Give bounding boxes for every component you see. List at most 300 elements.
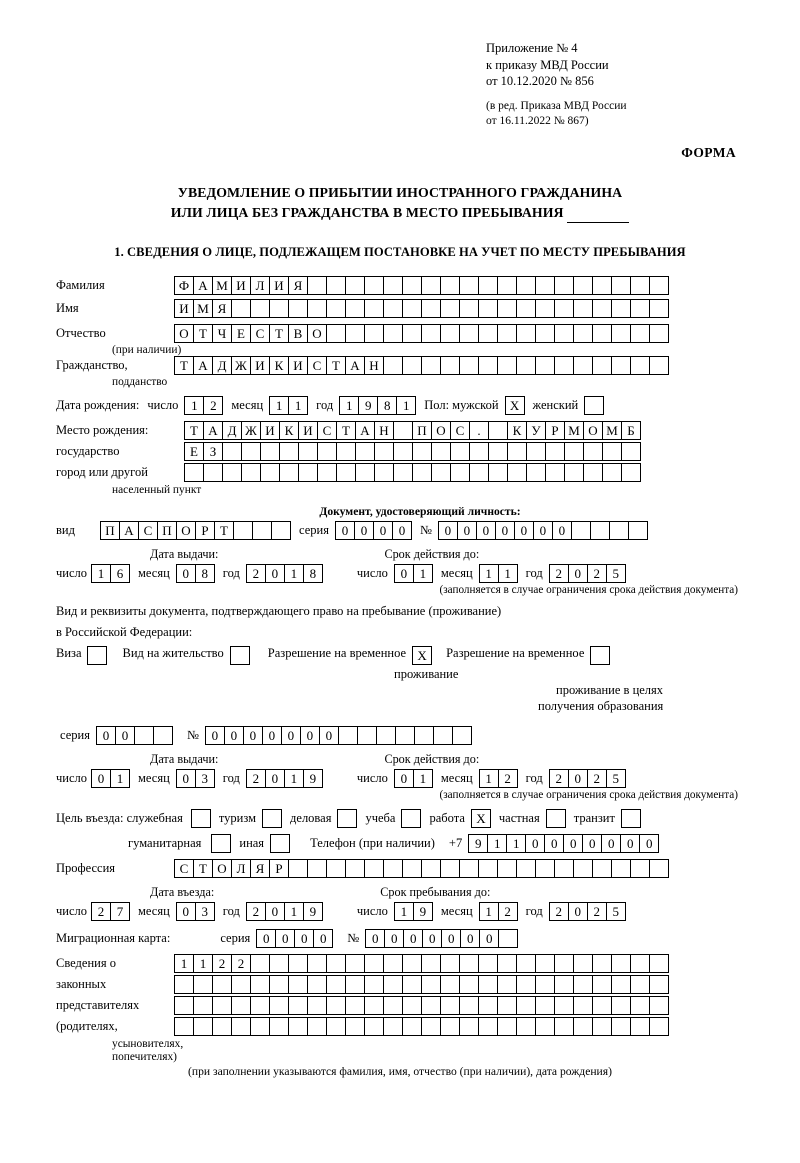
form-cell[interactable] xyxy=(364,276,384,295)
form-cell[interactable] xyxy=(459,975,479,994)
form-cell[interactable] xyxy=(269,996,289,1015)
form-cell[interactable]: К xyxy=(279,421,299,440)
form-cell[interactable] xyxy=(564,463,584,482)
form-cell[interactable] xyxy=(630,299,650,318)
form-cell[interactable] xyxy=(307,276,327,295)
form-cell[interactable] xyxy=(573,1017,593,1036)
form-cell[interactable] xyxy=(402,859,422,878)
form-cell[interactable] xyxy=(421,299,441,318)
form-cell[interactable] xyxy=(402,1017,422,1036)
form-cell[interactable]: О xyxy=(431,421,451,440)
form-cell[interactable] xyxy=(611,859,631,878)
form-cell[interactable] xyxy=(611,299,631,318)
form-cell[interactable] xyxy=(212,1017,232,1036)
form-cell[interactable]: 1 xyxy=(110,769,130,788)
form-cell[interactable] xyxy=(374,442,394,461)
form-cell[interactable] xyxy=(611,276,631,295)
form-cell[interactable] xyxy=(459,356,479,375)
form-cell[interactable] xyxy=(507,442,527,461)
form-cell[interactable] xyxy=(535,299,555,318)
form-cell[interactable] xyxy=(516,356,536,375)
form-cell[interactable]: И xyxy=(231,276,251,295)
form-cell[interactable]: О xyxy=(307,324,327,343)
form-cell[interactable] xyxy=(535,1017,555,1036)
form-cell[interactable]: 0 xyxy=(294,929,314,948)
form-cell[interactable] xyxy=(270,834,290,853)
form-cell[interactable]: К xyxy=(507,421,527,440)
form-cell[interactable]: 1 xyxy=(193,954,213,973)
form-cell[interactable]: Л xyxy=(231,859,251,878)
form-cell[interactable]: П xyxy=(412,421,432,440)
form-cell[interactable] xyxy=(421,996,441,1015)
form-cell[interactable]: 9 xyxy=(303,902,323,921)
form-cell[interactable] xyxy=(507,463,527,482)
idoc-valid-year-input[interactable] xyxy=(549,564,626,583)
form-cell[interactable] xyxy=(497,356,517,375)
form-cell[interactable]: С xyxy=(250,324,270,343)
form-cell[interactable]: Т xyxy=(214,521,234,540)
form-cell[interactable] xyxy=(516,954,536,973)
form-cell[interactable]: И xyxy=(269,276,289,295)
form-cell[interactable] xyxy=(326,996,346,1015)
form-cell[interactable] xyxy=(317,463,337,482)
form-cell[interactable]: 2 xyxy=(498,769,518,788)
form-cell[interactable] xyxy=(630,996,650,1015)
purpose-private-checkbox[interactable] xyxy=(546,809,566,828)
form-cell[interactable]: А xyxy=(355,421,375,440)
form-cell[interactable] xyxy=(364,324,384,343)
form-cell[interactable]: Б xyxy=(621,421,641,440)
form-cell[interactable] xyxy=(355,442,375,461)
form-cell[interactable] xyxy=(212,996,232,1015)
birthplace-row-3-input[interactable] xyxy=(184,463,641,482)
form-cell[interactable] xyxy=(649,356,669,375)
form-cell[interactable]: В xyxy=(288,324,308,343)
form-cell[interactable] xyxy=(307,859,327,878)
mc-series-input[interactable] xyxy=(256,929,333,948)
form-cell[interactable] xyxy=(414,726,434,745)
form-cell[interactable]: 0 xyxy=(620,834,640,853)
form-cell[interactable] xyxy=(421,276,441,295)
entry-year-input[interactable] xyxy=(246,902,323,921)
form-cell[interactable] xyxy=(269,954,289,973)
form-cell[interactable] xyxy=(535,276,555,295)
form-cell[interactable] xyxy=(364,1017,384,1036)
form-cell[interactable]: И xyxy=(298,421,318,440)
sex-female-checkbox[interactable] xyxy=(584,396,604,415)
form-cell[interactable]: Т xyxy=(336,421,356,440)
purpose-study-checkbox[interactable] xyxy=(401,809,421,828)
form-cell[interactable] xyxy=(554,356,574,375)
form-cell[interactable]: Ч xyxy=(212,324,232,343)
form-cell[interactable] xyxy=(497,299,517,318)
form-cell[interactable]: Р xyxy=(195,521,215,540)
form-cell[interactable]: 1 xyxy=(284,769,304,788)
form-cell[interactable] xyxy=(269,975,289,994)
idoc-issue-month-input[interactable] xyxy=(176,564,215,583)
form-cell[interactable] xyxy=(383,324,403,343)
form-cell[interactable] xyxy=(421,356,441,375)
mc-number-input[interactable] xyxy=(365,929,518,948)
form-cell[interactable] xyxy=(402,356,422,375)
form-cell[interactable] xyxy=(516,324,536,343)
idoc-issue-day-input[interactable] xyxy=(91,564,130,583)
form-cell[interactable]: 0 xyxy=(205,726,225,745)
form-cell[interactable] xyxy=(317,442,337,461)
form-cell[interactable]: 0 xyxy=(176,564,196,583)
form-cell[interactable]: А xyxy=(193,356,213,375)
form-cell[interactable] xyxy=(222,463,242,482)
form-cell[interactable]: 1 xyxy=(91,564,111,583)
form-cell[interactable] xyxy=(573,324,593,343)
form-cell[interactable]: 9 xyxy=(413,902,433,921)
form-cell[interactable]: 2 xyxy=(587,564,607,583)
form-cell[interactable]: О xyxy=(583,421,603,440)
form-cell[interactable] xyxy=(450,463,470,482)
form-cell[interactable]: 0 xyxy=(176,902,196,921)
form-cell[interactable]: 2 xyxy=(549,769,569,788)
form-cell[interactable]: 0 xyxy=(243,726,263,745)
form-cell[interactable]: И xyxy=(260,421,280,440)
form-cell[interactable] xyxy=(355,463,375,482)
form-cell[interactable] xyxy=(497,276,517,295)
purpose-tourism-checkbox[interactable] xyxy=(262,809,282,828)
form-cell[interactable] xyxy=(421,975,441,994)
form-cell[interactable]: 0 xyxy=(601,834,621,853)
form-cell[interactable]: У xyxy=(526,421,546,440)
form-cell[interactable] xyxy=(307,975,327,994)
form-cell[interactable] xyxy=(478,996,498,1015)
form-cell[interactable]: 0 xyxy=(224,726,244,745)
form-cell[interactable] xyxy=(193,1017,213,1036)
form-cell[interactable]: 1 xyxy=(284,564,304,583)
form-cell[interactable] xyxy=(554,859,574,878)
form-cell[interactable] xyxy=(571,521,591,540)
form-cell[interactable]: М xyxy=(564,421,584,440)
form-cell[interactable] xyxy=(611,954,631,973)
purpose-transit-checkbox[interactable] xyxy=(621,809,641,828)
form-cell[interactable] xyxy=(288,1017,308,1036)
form-cell[interactable]: 2 xyxy=(231,954,251,973)
form-cell[interactable]: К xyxy=(269,356,289,375)
form-cell[interactable] xyxy=(345,324,365,343)
form-cell[interactable] xyxy=(326,299,346,318)
form-cell[interactable]: 0 xyxy=(265,902,285,921)
form-cell[interactable]: Л xyxy=(250,276,270,295)
permit-valid-year-input[interactable] xyxy=(549,769,626,788)
form-cell[interactable] xyxy=(307,299,327,318)
form-cell[interactable] xyxy=(609,521,629,540)
form-cell[interactable] xyxy=(87,646,107,665)
form-cell[interactable] xyxy=(478,1017,498,1036)
form-cell[interactable]: 2 xyxy=(549,902,569,921)
form-cell[interactable] xyxy=(211,834,231,853)
form-cell[interactable] xyxy=(260,463,280,482)
form-cell[interactable] xyxy=(345,996,365,1015)
form-cell[interactable]: 2 xyxy=(587,769,607,788)
form-cell[interactable] xyxy=(230,646,250,665)
permit-series-input[interactable] xyxy=(96,726,173,745)
form-cell[interactable]: О xyxy=(176,521,196,540)
form-cell[interactable] xyxy=(630,324,650,343)
purpose-other-checkbox[interactable] xyxy=(270,834,290,853)
purpose-humanitarian-checkbox[interactable] xyxy=(211,834,231,853)
form-cell[interactable] xyxy=(497,954,517,973)
form-cell[interactable]: 2 xyxy=(203,396,223,415)
form-cell[interactable]: 0 xyxy=(392,521,412,540)
identity-doc-kind-input[interactable] xyxy=(100,521,291,540)
form-cell[interactable] xyxy=(345,1017,365,1036)
surname-input[interactable] xyxy=(174,276,669,295)
patronymic-input[interactable] xyxy=(174,324,669,343)
form-cell[interactable] xyxy=(393,421,413,440)
form-cell[interactable] xyxy=(535,859,555,878)
form-cell[interactable] xyxy=(459,859,479,878)
form-cell[interactable] xyxy=(337,809,357,828)
form-cell[interactable]: 0 xyxy=(335,521,355,540)
form-cell[interactable]: М xyxy=(193,299,213,318)
form-cell[interactable] xyxy=(611,1017,631,1036)
purpose-work-checkbox[interactable] xyxy=(471,809,491,828)
birth-day-input[interactable] xyxy=(184,396,223,415)
form-cell[interactable] xyxy=(250,1017,270,1036)
form-cell[interactable] xyxy=(535,954,555,973)
form-cell[interactable]: 8 xyxy=(377,396,397,415)
form-cell[interactable] xyxy=(431,442,451,461)
form-cell[interactable] xyxy=(364,859,384,878)
form-cell[interactable]: Д xyxy=(212,356,232,375)
form-cell[interactable]: 3 xyxy=(195,902,215,921)
form-cell[interactable] xyxy=(545,442,565,461)
form-cell[interactable]: 1 xyxy=(288,396,308,415)
form-cell[interactable]: 2 xyxy=(212,954,232,973)
form-cell[interactable] xyxy=(649,276,669,295)
form-cell[interactable]: 0 xyxy=(495,521,515,540)
form-cell[interactable]: 0 xyxy=(533,521,553,540)
purpose-service-checkbox[interactable] xyxy=(191,809,211,828)
form-cell[interactable] xyxy=(573,954,593,973)
form-cell[interactable] xyxy=(459,324,479,343)
form-cell[interactable] xyxy=(440,299,460,318)
form-cell[interactable]: А xyxy=(193,276,213,295)
stay-day-input[interactable] xyxy=(394,902,433,921)
form-cell[interactable] xyxy=(469,442,489,461)
temp-residence-checkbox[interactable] xyxy=(412,646,432,665)
form-cell[interactable]: Т xyxy=(174,356,194,375)
form-cell[interactable] xyxy=(478,324,498,343)
form-cell[interactable] xyxy=(450,442,470,461)
form-cell[interactable] xyxy=(516,299,536,318)
form-cell[interactable] xyxy=(174,975,194,994)
form-cell[interactable] xyxy=(478,975,498,994)
form-cell[interactable]: С xyxy=(307,356,327,375)
form-cell[interactable]: 0 xyxy=(115,726,135,745)
form-cell[interactable] xyxy=(326,324,346,343)
form-cell[interactable] xyxy=(573,299,593,318)
form-cell[interactable] xyxy=(271,521,291,540)
form-cell[interactable] xyxy=(383,276,403,295)
form-cell[interactable] xyxy=(590,521,610,540)
form-cell[interactable] xyxy=(554,1017,574,1036)
form-cell[interactable] xyxy=(250,299,270,318)
form-cell[interactable] xyxy=(573,356,593,375)
form-cell[interactable] xyxy=(564,442,584,461)
form-cell[interactable] xyxy=(326,859,346,878)
form-cell[interactable]: 9 xyxy=(468,834,488,853)
legal-row-3-input[interactable] xyxy=(174,996,669,1015)
form-cell[interactable] xyxy=(383,299,403,318)
form-cell[interactable] xyxy=(478,299,498,318)
form-cell[interactable] xyxy=(535,356,555,375)
form-cell[interactable]: О xyxy=(174,324,194,343)
form-cell[interactable] xyxy=(526,463,546,482)
form-cell[interactable] xyxy=(364,996,384,1015)
form-cell[interactable] xyxy=(592,859,612,878)
form-cell[interactable]: X xyxy=(412,646,432,665)
form-cell[interactable]: И xyxy=(250,356,270,375)
form-cell[interactable]: 3 xyxy=(195,769,215,788)
form-cell[interactable]: 1 xyxy=(487,834,507,853)
form-cell[interactable] xyxy=(345,954,365,973)
form-cell[interactable] xyxy=(364,299,384,318)
form-cell[interactable]: 2 xyxy=(246,902,266,921)
form-cell[interactable] xyxy=(326,975,346,994)
form-cell[interactable] xyxy=(307,996,327,1015)
form-cell[interactable] xyxy=(212,975,232,994)
form-cell[interactable] xyxy=(174,1017,194,1036)
form-cell[interactable] xyxy=(516,1017,536,1036)
purpose-business-checkbox[interactable] xyxy=(337,809,357,828)
form-cell[interactable]: 9 xyxy=(358,396,378,415)
form-cell[interactable] xyxy=(592,975,612,994)
form-cell[interactable] xyxy=(649,996,669,1015)
form-cell[interactable]: Н xyxy=(364,356,384,375)
form-cell[interactable] xyxy=(336,442,356,461)
form-cell[interactable] xyxy=(621,809,641,828)
form-cell[interactable]: А xyxy=(119,521,139,540)
form-cell[interactable] xyxy=(526,442,546,461)
form-cell[interactable] xyxy=(402,299,422,318)
form-cell[interactable] xyxy=(621,463,641,482)
form-cell[interactable] xyxy=(231,299,251,318)
form-cell[interactable]: 0 xyxy=(568,769,588,788)
form-cell[interactable]: Т xyxy=(269,324,289,343)
form-cell[interactable] xyxy=(611,324,631,343)
form-cell[interactable] xyxy=(630,356,650,375)
form-cell[interactable] xyxy=(326,1017,346,1036)
form-cell[interactable] xyxy=(459,299,479,318)
form-cell[interactable] xyxy=(421,324,441,343)
form-cell[interactable] xyxy=(345,859,365,878)
form-cell[interactable] xyxy=(193,975,213,994)
form-cell[interactable] xyxy=(269,299,289,318)
form-cell[interactable] xyxy=(592,1017,612,1036)
form-cell[interactable]: 1 xyxy=(339,396,359,415)
form-cell[interactable] xyxy=(421,1017,441,1036)
form-cell[interactable] xyxy=(298,442,318,461)
legal-row-4-input[interactable] xyxy=(174,1017,669,1036)
form-cell[interactable]: 0 xyxy=(265,564,285,583)
form-cell[interactable] xyxy=(573,859,593,878)
form-cell[interactable] xyxy=(649,859,669,878)
birth-month-input[interactable] xyxy=(269,396,308,415)
form-cell[interactable] xyxy=(649,299,669,318)
form-cell[interactable] xyxy=(621,442,641,461)
form-cell[interactable] xyxy=(440,975,460,994)
form-cell[interactable]: С xyxy=(450,421,470,440)
form-cell[interactable]: 9 xyxy=(303,769,323,788)
form-cell[interactable] xyxy=(402,954,422,973)
form-cell[interactable] xyxy=(338,726,358,745)
form-cell[interactable]: 0 xyxy=(354,521,374,540)
form-cell[interactable]: П xyxy=(100,521,120,540)
form-cell[interactable] xyxy=(203,463,223,482)
form-cell[interactable] xyxy=(497,859,517,878)
form-cell[interactable] xyxy=(288,975,308,994)
form-cell[interactable]: 1 xyxy=(284,902,304,921)
form-cell[interactable]: О xyxy=(212,859,232,878)
form-cell[interactable] xyxy=(459,1017,479,1036)
form-cell[interactable] xyxy=(573,996,593,1015)
form-cell[interactable] xyxy=(452,726,472,745)
form-cell[interactable] xyxy=(374,463,394,482)
form-cell[interactable] xyxy=(401,809,421,828)
form-cell[interactable] xyxy=(345,276,365,295)
form-cell[interactable] xyxy=(478,859,498,878)
form-cell[interactable]: Е xyxy=(231,324,251,343)
form-cell[interactable]: А xyxy=(345,356,365,375)
form-cell[interactable]: 1 xyxy=(479,564,499,583)
form-cell[interactable] xyxy=(545,463,565,482)
form-cell[interactable] xyxy=(298,463,318,482)
form-cell[interactable] xyxy=(516,276,536,295)
form-cell[interactable] xyxy=(440,1017,460,1036)
form-cell[interactable]: 0 xyxy=(300,726,320,745)
permit-issue-month-input[interactable] xyxy=(176,769,215,788)
form-cell[interactable] xyxy=(630,954,650,973)
form-cell[interactable]: 0 xyxy=(441,929,461,948)
stay-year-input[interactable] xyxy=(549,902,626,921)
form-cell[interactable] xyxy=(488,442,508,461)
form-cell[interactable] xyxy=(440,324,460,343)
form-cell[interactable]: 0 xyxy=(582,834,602,853)
form-cell[interactable] xyxy=(288,954,308,973)
form-cell[interactable] xyxy=(241,442,261,461)
form-cell[interactable]: 5 xyxy=(606,902,626,921)
form-cell[interactable]: 0 xyxy=(403,929,423,948)
citizenship-input[interactable] xyxy=(174,356,669,375)
form-cell[interactable] xyxy=(402,975,422,994)
form-cell[interactable] xyxy=(233,521,253,540)
form-cell[interactable]: П xyxy=(157,521,177,540)
form-cell[interactable] xyxy=(592,299,612,318)
form-cell[interactable]: 0 xyxy=(552,521,572,540)
form-cell[interactable] xyxy=(535,975,555,994)
form-cell[interactable] xyxy=(288,299,308,318)
form-cell[interactable] xyxy=(584,396,604,415)
form-cell[interactable] xyxy=(592,996,612,1015)
form-cell[interactable] xyxy=(602,442,622,461)
stay-month-input[interactable] xyxy=(479,902,518,921)
form-cell[interactable]: Д xyxy=(222,421,242,440)
form-cell[interactable]: 0 xyxy=(460,929,480,948)
form-cell[interactable] xyxy=(279,442,299,461)
form-cell[interactable]: 5 xyxy=(606,769,626,788)
form-cell[interactable]: Т xyxy=(326,356,346,375)
identity-doc-series-input[interactable] xyxy=(335,521,412,540)
visa-checkbox[interactable] xyxy=(87,646,107,665)
form-cell[interactable]: З xyxy=(203,442,223,461)
